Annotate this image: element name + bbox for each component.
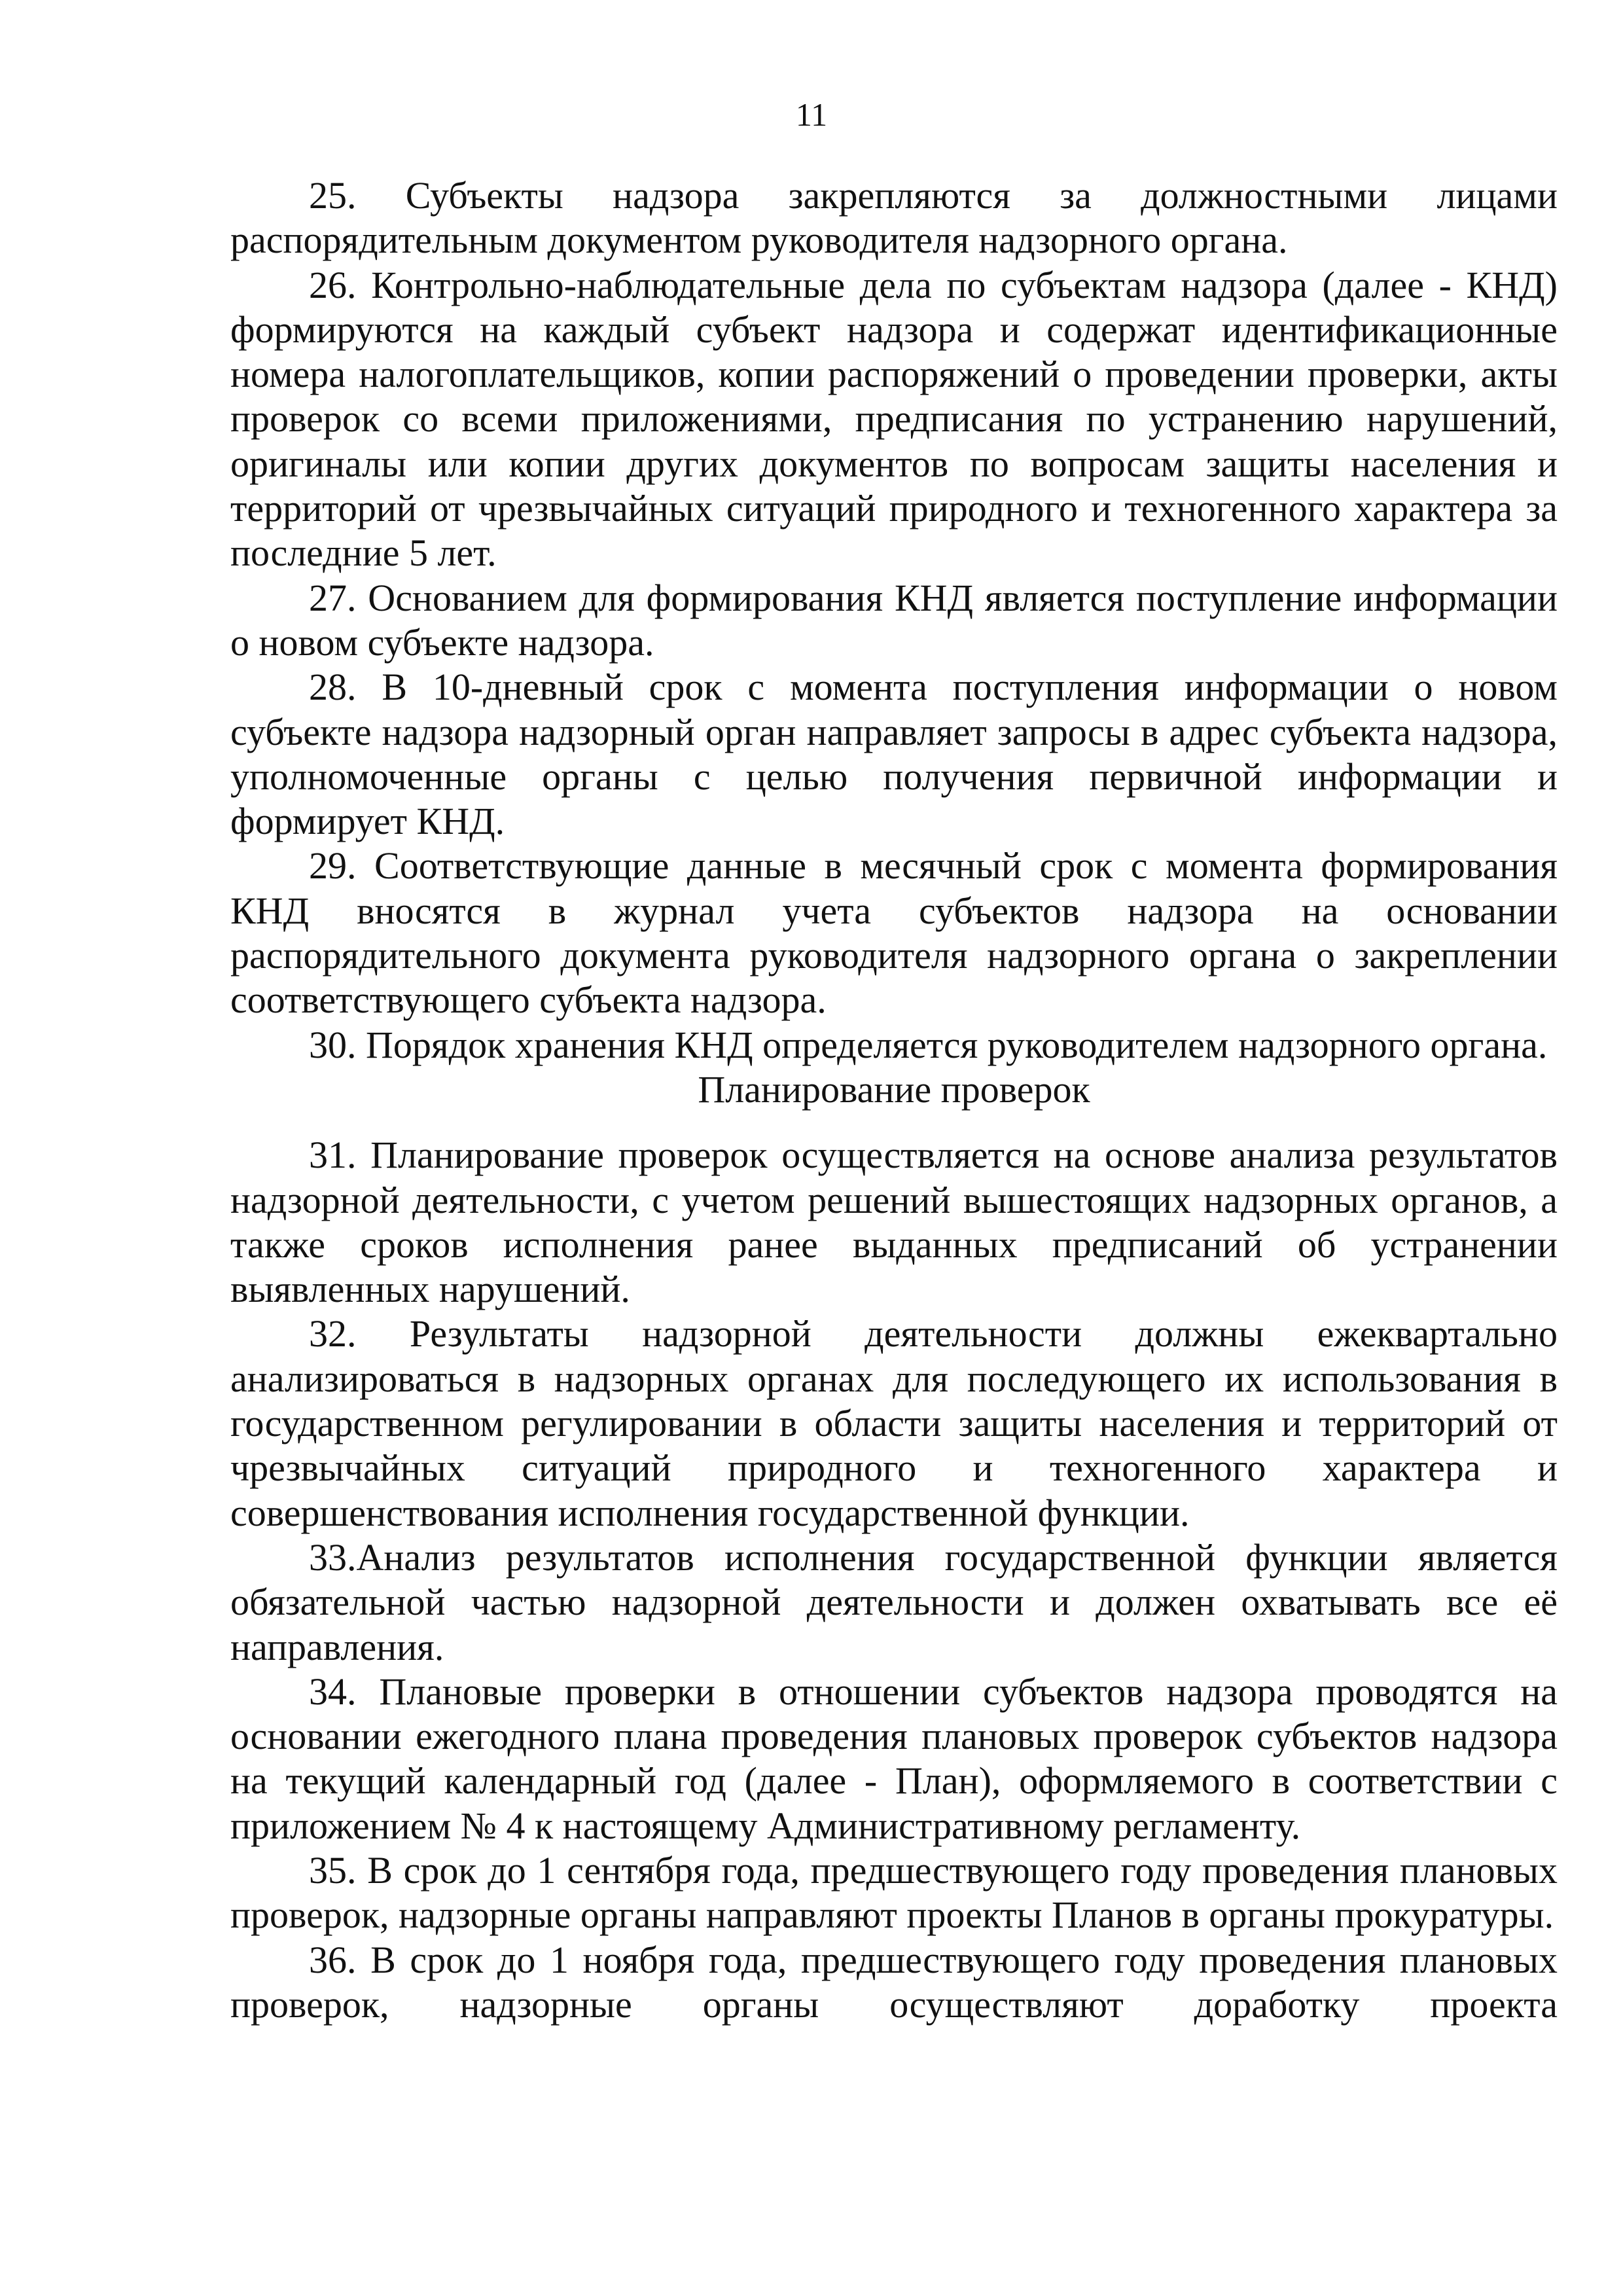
paragraph-32: 32. Результаты надзорной деятельности должны ежеквартально анализироваться в надзорных органах для последующего их использования в государственном регулировании в области защиты населения и территорий от чрезвычайных ситуаций природного и техногенного характера и совершенствования исполнения государственной функции. (230, 1312, 1558, 1534)
page-number: 11 (795, 96, 828, 133)
paragraph-28: 28. В 10-дневный срок с момента поступления информации о новом субъекте надзора надзорный орган направляет запросы в адрес субъекта надзора, уполномоченные органы с целью получения первичной информации и формирует КНД. (230, 666, 1558, 843)
paragraph-29: 29. Соответствующие данные в месячный срок с момента формирования КНД вносятся в журнал учета субъектов надзора на основании распорядительного документа руководителя надзорного органа о закреплении соответствующего субъекта надзора. (230, 844, 1558, 1022)
document-body (230, 173, 1558, 2027)
paragraph-35: 35. В срок до 1 сентября года, предшествующего году проведения плановых проверок, надзорные органы направляют проекты Планов в органы прокуратуры. (230, 1848, 1558, 1937)
paragraph-31: 31. Планирование проверок осуществляется на основе анализа результатов надзорной деятельности, с учетом решений вышестоящих надзорных органов, а также сроков исполнения ранее выданных предписаний об устранении выявленных нарушений. (230, 1134, 1558, 1311)
section-heading: Планирование проверок (698, 1067, 1090, 1111)
paragraph-25: 25. Субъекты надзора закрепляются за должностными лицами распорядительным документом руководителя надзорного органа. (230, 174, 1558, 262)
paragraph-26: 26. Контрольно-наблюдательные дела по субъектам надзора (далее - КНД) формируются на каждый субъект надзора и содержат идентификационные номера налогоплательщиков, копии распоряжений о проведении проверки, акты проверок со всеми приложениями, предписания по устранению нарушений, оригиналы или копии других документов по вопросам защиты населения и территорий от чрезвычайных ситуаций природного и техногенного характера за последние 5 лет. (230, 263, 1558, 575)
paragraph-30: 30. Порядок хранения КНД определяется руководителем надзорного органа. (309, 1023, 1548, 1066)
paragraph-36: 36. В срок до 1 ноября года, предшествующего году проведения плановых проверок, надзорные органы осуществляют доработку проекта (230, 1938, 1558, 2026)
paragraph-34: 34. Плановые проверки в отношении субъектов надзора проводятся на основании ежегодного плана проведения плановых проверок субъектов надзора на текущий календарный год (далее - План), оформляемого в соответствии с приложением № 4 к настоящему Административному регламенту. (230, 1670, 1558, 1847)
paragraph-27: 27. Основанием для формирования КНД является поступление информации о новом субъекте надзора. (230, 576, 1558, 664)
paragraph-33: 33.Анализ результатов исполнения государственной функции является обязательной частью надзорной деятельности и должен охватывать все её направления. (230, 1535, 1558, 1668)
